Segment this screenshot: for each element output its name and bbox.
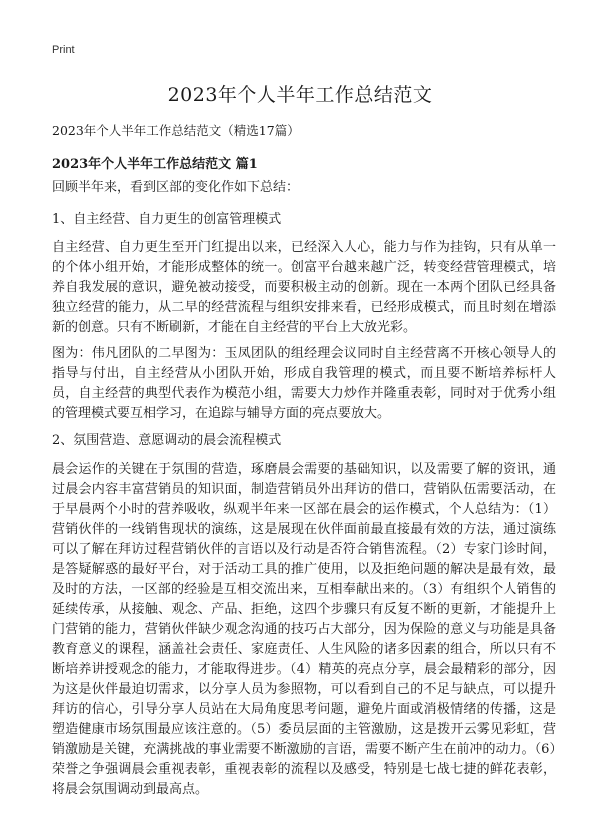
- document-subtitle: 2023年个人半年工作总结范文（精选17篇）: [52, 123, 300, 138]
- paragraph-text: 图为：伟凡团队的二早图为：玉凤团队的组经理会议同时自主经营离不开核心领导人的指导与付出，自主经营从小团队开始，形成自我管理的模式，而且要不断培养标杆人员，自主经营的典型代表作为模范小组，需要大力炒作并隆重表彰，同时对于优秀小组的管理模式要互相学习，在追踪与辅导方面的亮点要放大。: [52, 346, 556, 421]
- paragraph-text: 回顾半年来，看到区部的变化作如下总结：: [52, 180, 300, 195]
- paragraph-2: [52, 344, 556, 424]
- paragraph-text: 自主经营、自力更生至开门红提出以来，已经深入人心，能力与作为挂钩，只有从单一的个体小组开始，才能形成整体的统一。创富平台越来越广泛，转变经营管理模式，培养自我发展的意识，避免被动接受，而要积极主动的创新。现在一本两个团队已经具备独立经营的能力，从二早的经营流程与组织安排来看，已经形成模式，而且时刻在增添新的创意。只有不断刷新，才能在自主经营的平台上大放光彩。: [52, 240, 556, 335]
- intro-paragraph: [52, 178, 556, 198]
- paragraph-3: [52, 460, 556, 816]
- subheading-1: [52, 210, 556, 230]
- paragraph-text: 1、自主经营、自力更生的创富管理模式: [52, 212, 282, 227]
- subheading-2: [52, 431, 556, 451]
- print-link[interactable]: Print: [52, 44, 75, 56]
- section-heading: 2023年个人半年工作总结范文 篇1: [52, 157, 258, 172]
- page-title: 2023年个人半年工作总结范文: [167, 84, 433, 106]
- paragraph-text: 2、氛围营造、意愿调动的晨会流程模式: [52, 433, 282, 448]
- paragraph-1: [52, 238, 556, 338]
- paragraph-text: 晨会运作的关键在于氛围的营造，琢磨晨会需要的基础知识，以及需要了解的资讯，通过晨会内容丰富营销员的知识面，制造营销员外出拜访的借口，营销队伍需要活动，在于早晨两个小时的营养吸收，纵观半年来一区部在晨会的运作模式，个人总结为：（1）营销伙伴的一线销售现状的演练，这是展现在伙伴面前最直接最有效的方法，通过演练可以了解在拜访过程营销伙伴的言语以及行动是否符合销售流程。（2）专家门诊时间，是答疑解惑的最好平台，对于活动工具的推广使用，以及拒绝问题的解决是最有效，最及时的方法，一区部的经验是互相交流出来，互相奉献出来的。（3）有组织个人销售的延续传承，从接触、观念、产品、拒绝，这四个步骤只有反复不断的更新，才能提升上门营销的能力，营销伙伴缺少观念沟通的技巧占大部分，因为保险的意义与功能是具备教育意义的课程，涵盖社会责任、家庭责任、人生风险的诸多因素的组合，所以只有不断培养讲授观念的能力，才能取得进步。（4）精英的亮点分享，晨会最精彩的部分，因为这是伙伴最迫切需求，以分享人员为参照物，可以看到自己的不足与缺点，可以提升拜访的信心，引导分享人员站在大局角度思考问题，避免片面或消极情绪的传播，这是塑造健康市场氛围最应该注意的。（5）委员层面的主管激励，这是拨开云雾见彩虹，营销激励是关键，充满挑战的事业需要不断激励的言语，需要不断产生在前冲的动力。（6）荣誉之争强调晨会重视表彰，重视表彰的流程以及感受，特别是七战七捷的鲜花表彰，将晨会氛围调动到最高点。: [52, 462, 556, 797]
